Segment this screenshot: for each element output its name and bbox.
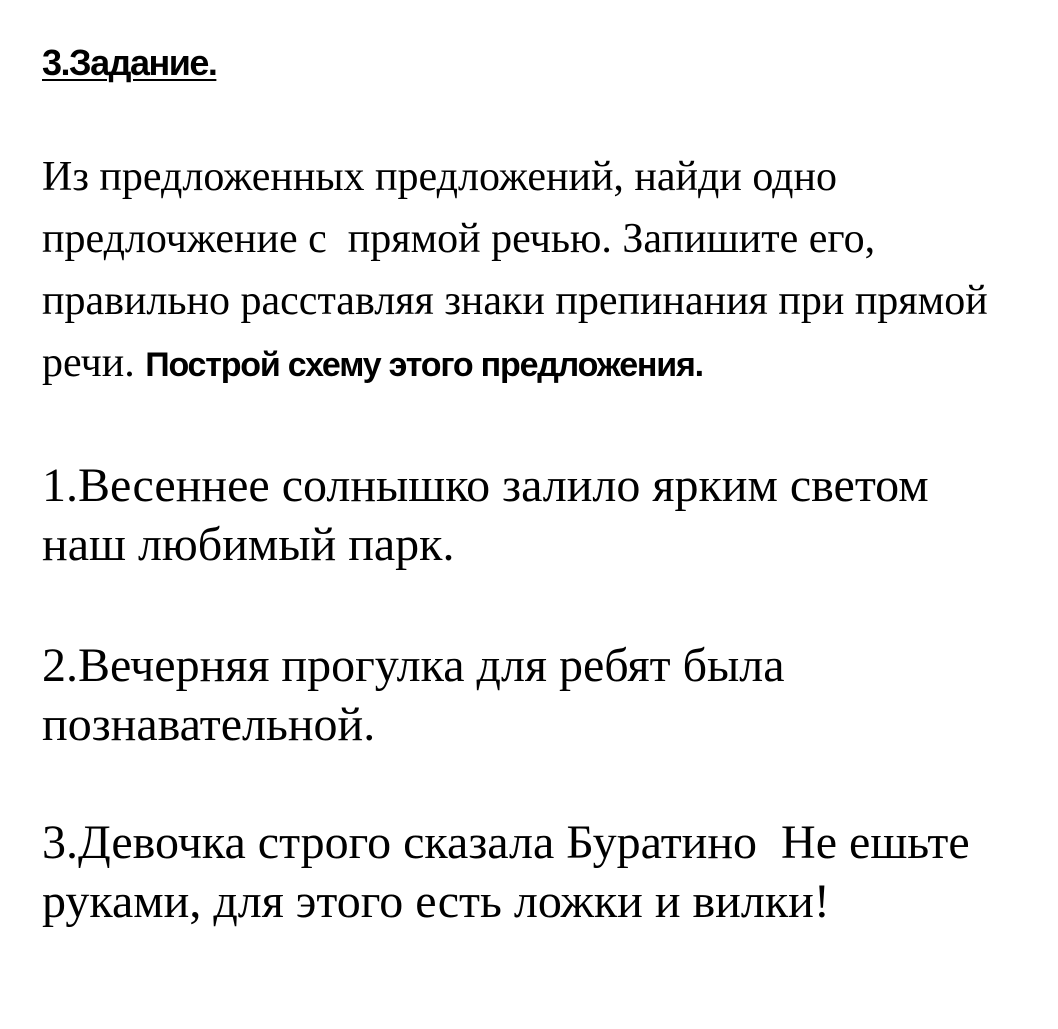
sentence-option-3: 3.Девочка строго сказала Буратино Не ешьте руками, для этого есть ложки и вилки! xyxy=(42,816,982,928)
instruction-text: Из предложенных предложений, найди одно предлочжение с прямой речью. Запишите его, правильно расставляя знаки препинания при прямой речи. xyxy=(42,154,999,386)
instruction-bold-text: Построй схему этого предложения. xyxy=(145,346,703,384)
task-instructions xyxy=(42,146,1022,396)
sentence-option-1: 1.Весеннее солнышко залило ярким светом наш любимый парк. xyxy=(42,459,929,571)
task-heading: 3.Задание. xyxy=(42,42,217,83)
sentence-option-2: 2.Вечерняя прогулка для ребят была познавательной. xyxy=(42,639,785,751)
